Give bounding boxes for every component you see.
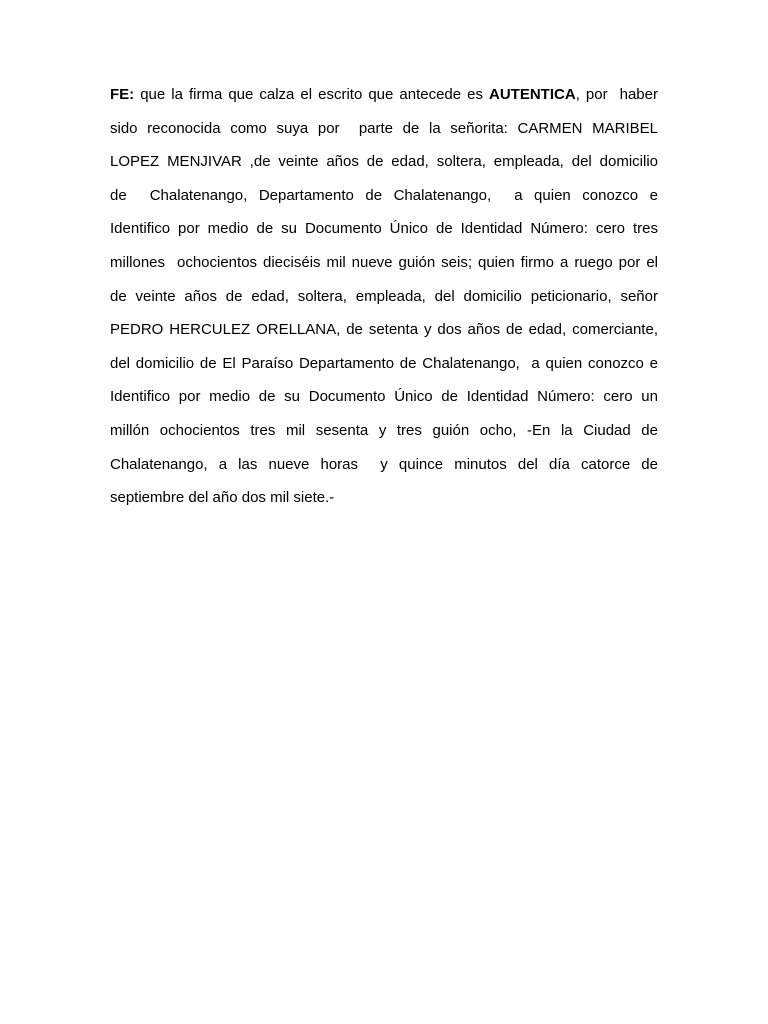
paragraph-line-12: Chalatenango, a las nueve horas y quince minutos del día catorce de [110, 455, 658, 473]
paragraph-line-2: sido reconocida como suya por parte de la señorita: CARMEN MARIBEL [110, 119, 658, 137]
fe-label: FE: [110, 86, 135, 103]
paragraph-line-8: PEDRO HERCULEZ ORELLANA, de setenta y dos años de edad, comerciante, [110, 321, 658, 339]
line-1-text-a: que la firma que calza el escrito que antecede es [134, 86, 490, 103]
paragraph-line-1 [110, 84, 658, 118]
paragraph-line-6: millones ochocientos dieciséis mil nueve guión seis; quien firmo a ruego por el [110, 253, 658, 271]
autentica-emphasis: AUTENTICA [489, 86, 576, 103]
paragraph-line-4: de Chalatenango, Departamento de Chalatenango, a quien conozco e [110, 186, 658, 204]
notarial-paragraph [110, 84, 658, 521]
paragraph-line-5: Identifico por medio de su Documento Único de Identidad Número: cero tres [110, 220, 658, 238]
paragraph-line-10: Identifico por medio de su Documento Único de Identidad Número: cero un [110, 388, 658, 406]
paragraph-line-3: LOPEZ MENJIVAR ,de veinte años de edad, soltera, empleada, del domicilio [110, 153, 658, 171]
paragraph-line-13: septiembre del año dos mil siete.- [110, 489, 335, 507]
paragraph-line-7: de veinte años de edad, soltera, empleada, del domicilio peticionario, señor [110, 287, 658, 305]
paragraph-line-11: millón ochocientos tres mil sesenta y tres guión ocho, -En la Ciudad de [110, 421, 658, 439]
paragraph-line-9: del domicilio de El Paraíso Departamento de Chalatenango, a quien conozco e [110, 354, 658, 372]
line-1-text-b: , por haber [575, 86, 658, 103]
